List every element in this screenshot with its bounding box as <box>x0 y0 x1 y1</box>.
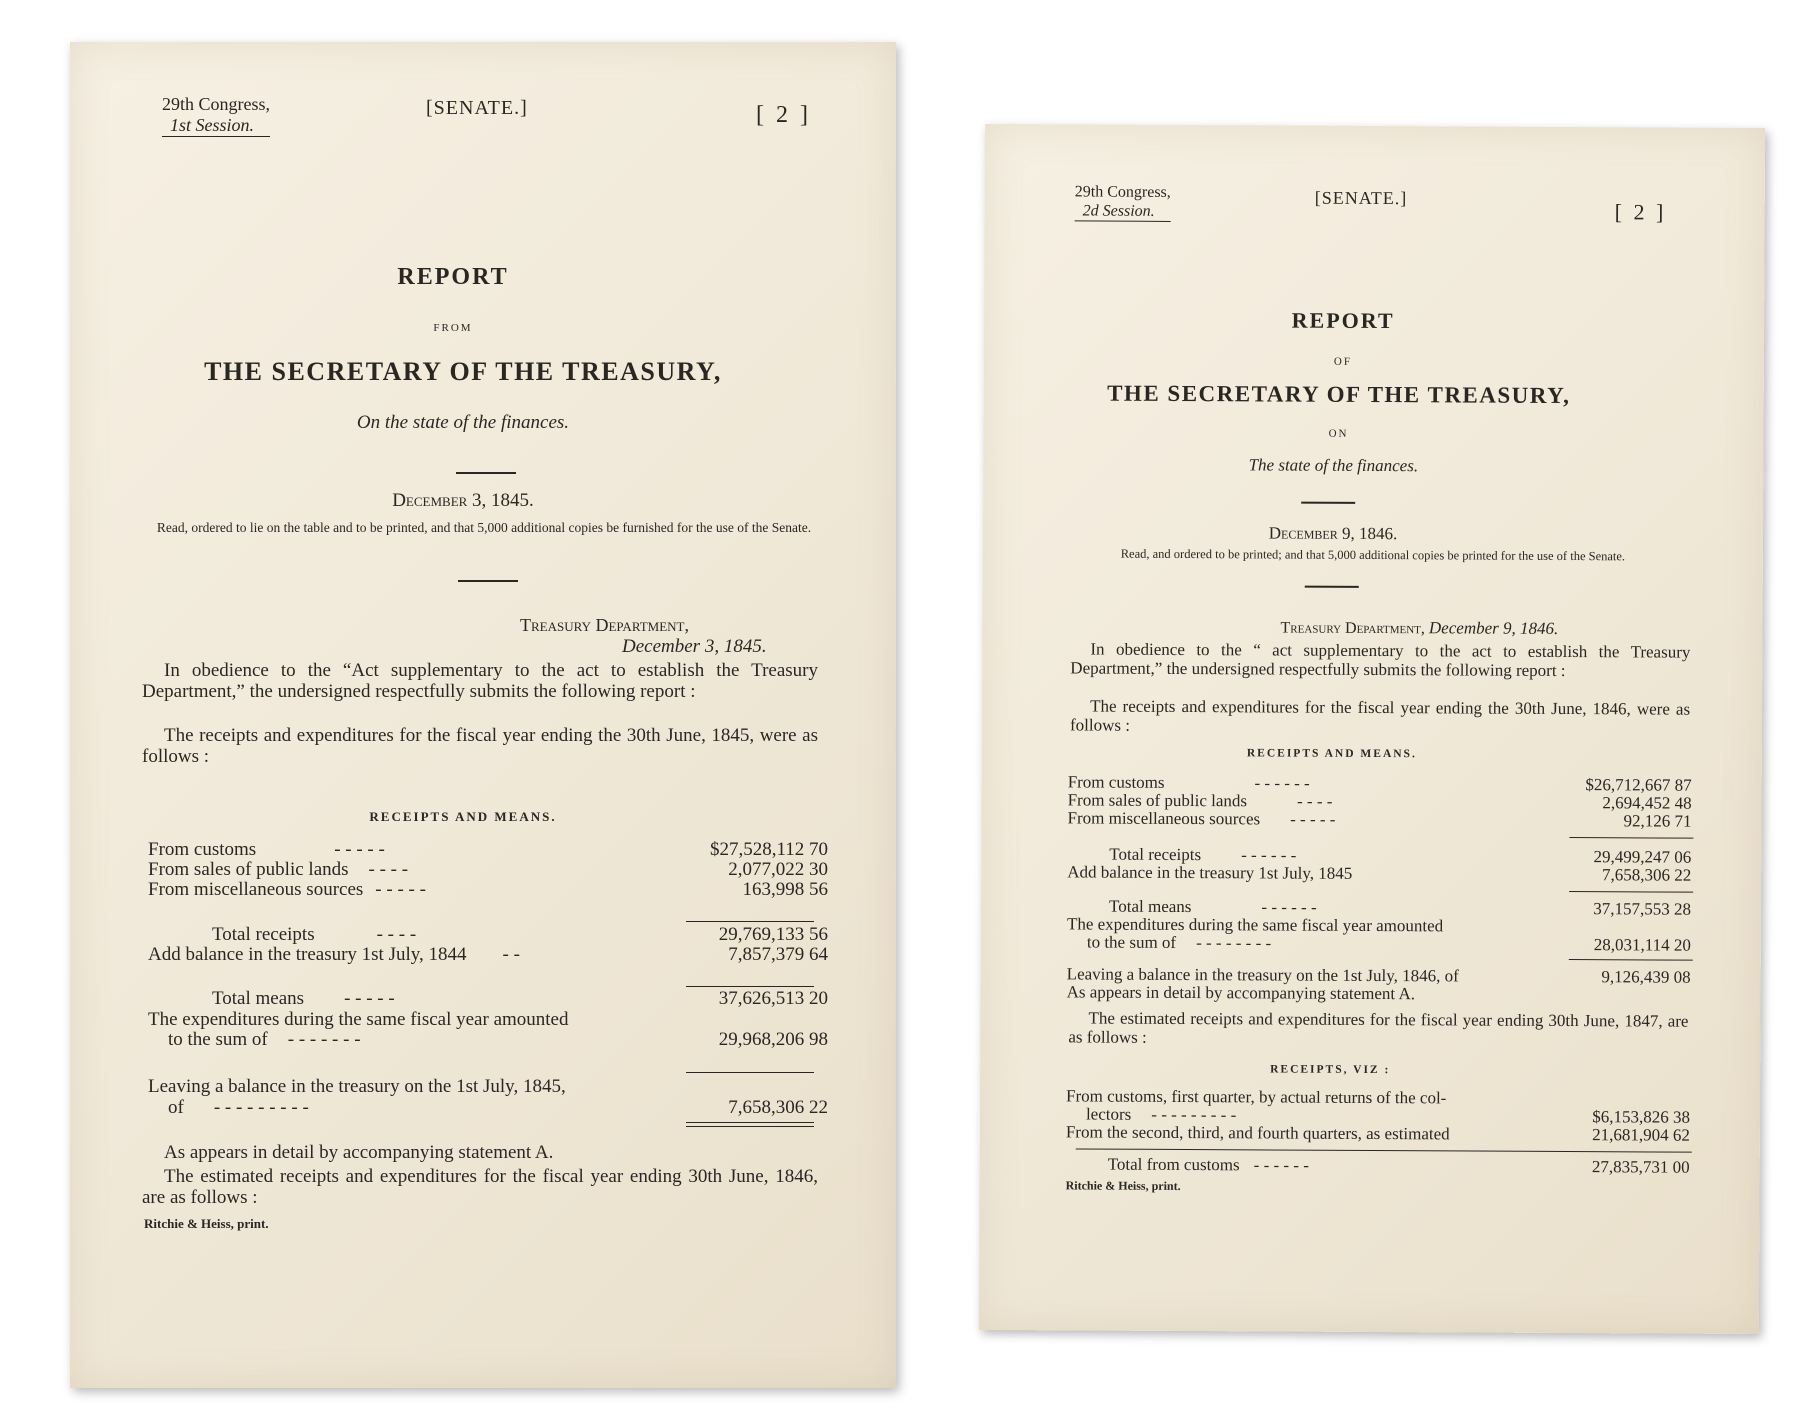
divider <box>1301 502 1355 504</box>
row-amount: 7,857,379 64 <box>728 944 828 965</box>
session-label: 1st Session. <box>162 115 270 137</box>
row-amount: 29,968,206 98 <box>718 1029 828 1050</box>
department-date: December 9, 1846. <box>1428 618 1559 638</box>
report-title: REPORT <box>1291 307 1395 334</box>
row-amount: $6,153,826 38 <box>1592 1107 1691 1127</box>
document-page-1846 <box>979 124 1765 1334</box>
sum-rule <box>686 986 814 987</box>
row-amount: 27,835,731 00 <box>1591 1157 1690 1177</box>
printer-credit: Ritchie & Heiss, print. <box>144 1216 269 1231</box>
estimated-paragraph <box>142 1166 818 1208</box>
department-line <box>1280 618 1558 639</box>
table-row: From miscellaneous sources - - - - - <box>148 879 426 900</box>
estimated-text: The estimated receipts and expenditures for the fiscal year ending 30th June, 1846, are as follows : <box>142 1166 818 1208</box>
row-amount: 2,694,452 48 <box>1602 793 1692 813</box>
sum-rule <box>1569 837 1693 839</box>
table-row: As appears in detail by accompanying statement A. <box>1066 982 1416 1004</box>
row-amount: 9,126,439 08 <box>1601 967 1691 987</box>
congress-label <box>162 94 270 137</box>
statement-paragraph <box>142 1142 818 1163</box>
from-label: FROM <box>433 322 473 334</box>
table-row: From the second, third, and fourth quarters, as estimated <box>1065 1122 1450 1144</box>
row-amount: 37,157,553 28 <box>1593 899 1692 919</box>
row-amount: $27,528,112 70 <box>709 839 828 860</box>
table-row: From miscellaneous sources - - - - - <box>1067 808 1336 829</box>
sum-rule <box>1569 959 1693 961</box>
row-amount: 29,499,247 06 <box>1593 847 1692 867</box>
row-amount: $26,712,667 87 <box>1585 775 1692 795</box>
subject-line: The state of the finances. <box>1248 455 1419 476</box>
table-row: The expenditures during the same fiscal year amounted <box>1066 914 1444 936</box>
section-heading: RECEIPTS AND MEANS. <box>369 809 557 824</box>
divider <box>456 472 516 474</box>
row-amount: 92,126 71 <box>1623 811 1692 831</box>
statement-text: As appears in detail by accompanying statement A. <box>164 1142 554 1163</box>
divider <box>1305 586 1359 588</box>
table-row: From sales of public lands - - - - <box>1067 790 1333 811</box>
receipts-intro-text: The receipts and expenditures for the fiscal year ending the 30th June, 1846, were as follows : <box>1069 696 1691 735</box>
subject-line: On the state of the finances. <box>356 412 570 433</box>
on-label: ON <box>1328 427 1349 440</box>
table-row: Total receipts - - - - - - <box>1109 844 1297 865</box>
sum-rule <box>1076 1148 1692 1152</box>
report-date: December 9, 1846. <box>1268 523 1398 544</box>
secretary-title: THE SECRETARY OF THE TREASURY, <box>204 357 722 386</box>
document-page-1845 <box>70 42 896 1388</box>
receipts-intro <box>142 725 818 767</box>
row-amount: 37,626,513 20 <box>718 988 828 1009</box>
intro-text: In obedience to the “Act supplementary to the act to establish the Treasury Department,” the undersigned respectfully submits the following report : <box>142 660 818 702</box>
table-row: Leaving a balance in the treasury on the 1st July, 1845, <box>148 1076 566 1097</box>
divider <box>458 580 518 582</box>
printer-credit: Ritchie & Heiss, print. <box>1065 1178 1181 1194</box>
table-row: Leaving a balance in the treasury on the 1st July, 1846, of <box>1066 964 1459 986</box>
secretary-title: THE SECRETARY OF THE TREASURY, <box>1107 380 1571 409</box>
estimated-paragraph <box>1068 1008 1688 1049</box>
table-row: to the sum of - - - - - - - <box>168 1029 361 1050</box>
order-text: Read, ordered to lie on the table and to be printed, and that 5,000 additional copies be furnished for the use of the Senate. <box>156 520 812 535</box>
table-row: From customs - - - - - <box>148 839 385 860</box>
sum-rule <box>686 921 814 922</box>
table-row: Add balance in the treasury 1st July, 1844 - - <box>148 944 520 965</box>
table-row: The expenditures during the same fiscal year amounted <box>148 1009 569 1030</box>
table-row: From customs, first quarter, by actual returns of the col- <box>1066 1086 1447 1108</box>
intro-paragraph <box>142 660 818 702</box>
of-label: OF <box>1333 355 1352 368</box>
table-row: From sales of public lands - - - - <box>148 859 409 880</box>
table-row: to the sum of - - - - - - - - <box>1086 932 1272 953</box>
congress-number: 29th Congress, <box>162 94 270 114</box>
order-text: Read, and ordered to be printed; and that 5,000 additional copies be printed for the use of the Senate. <box>1120 546 1626 564</box>
intro-text: In obedience to the “ act supplementary to the act to establish the Treasury Department,” the undersigned respectfully submits the following report : <box>1070 639 1691 681</box>
report-title: REPORT <box>397 264 509 290</box>
congress-number: 29th Congress, <box>1074 183 1171 201</box>
session-label: 2d Session. <box>1075 201 1171 222</box>
row-amount: 29,769,133 56 <box>718 924 828 945</box>
congress-label <box>1075 182 1171 222</box>
department-label: Treasury Department, <box>1280 619 1425 638</box>
row-amount: 7,658,306 22 <box>728 1097 828 1118</box>
table-row: From customs - - - - - - <box>1067 772 1310 793</box>
section-heading: RECEIPTS AND MEANS. <box>1246 747 1417 761</box>
report-date: December 3, 1845. <box>392 490 534 511</box>
row-amount: 2,077,022 30 <box>728 859 828 880</box>
table-row: Total means - - - - - - <box>1109 896 1317 917</box>
estimated-text: The estimated receipts and expenditures for the fiscal year ending 30th June, 1847, are as follows : <box>1068 1008 1689 1047</box>
table-row: Total from customs - - - - - - <box>1107 1154 1309 1175</box>
row-amount: 28,031,114 20 <box>1593 935 1691 955</box>
row-amount: 7,658,306 22 <box>1601 865 1692 885</box>
table-row: Total receipts - - - - <box>212 924 417 945</box>
table-row: lectors - - - - - - - - - <box>1085 1104 1237 1125</box>
sum-rule <box>1569 891 1693 893</box>
department-label: Treasury Department, <box>520 615 689 635</box>
table-row: of - - - - - - - - - <box>168 1097 309 1118</box>
sum-rule <box>686 1072 814 1073</box>
document-number: [ 2 ] <box>756 102 811 128</box>
senate-label: [SENATE.] <box>426 97 528 119</box>
receipts-intro-text: The receipts and expenditures for the fiscal year ending the 30th June, 1845, were as follows : <box>142 725 818 767</box>
receipts-intro <box>1070 696 1690 737</box>
row-amount: 21,681,904 62 <box>1592 1125 1690 1145</box>
document-number: [ 2 ] <box>1614 199 1667 225</box>
total-double-rule <box>686 1122 814 1127</box>
row-amount: 163,998 56 <box>742 879 828 900</box>
table-row: Total means - - - - - <box>212 988 395 1009</box>
section-heading: RECEIPTS, VIZ : <box>1270 1063 1391 1077</box>
department-date: December 3, 1845. <box>622 636 767 657</box>
senate-label: [SENATE.] <box>1314 187 1408 209</box>
intro-paragraph <box>1070 639 1690 680</box>
table-row: Add balance in the treasury 1st July, 1845 <box>1067 862 1353 883</box>
